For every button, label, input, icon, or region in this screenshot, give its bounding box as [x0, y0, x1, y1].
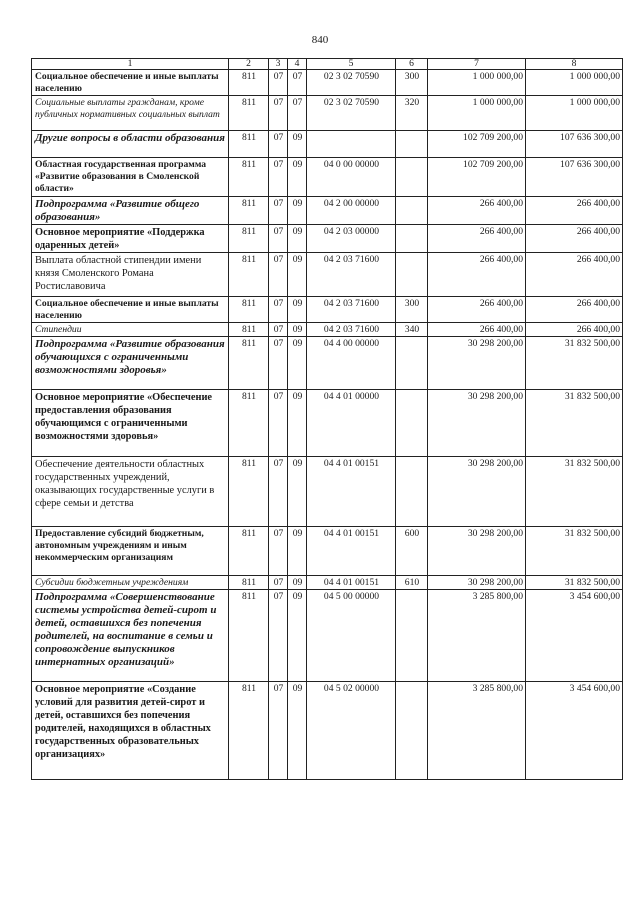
amount-year1-cell: 30 298 200,00: [428, 576, 526, 590]
section-code-cell: 07: [269, 390, 288, 457]
ministry-code-cell: 811: [229, 323, 269, 337]
column-header: 6: [396, 59, 428, 70]
amount-year2-cell: 31 832 500,00: [526, 337, 623, 390]
target-article-cell: 04 2 03 71600: [307, 323, 396, 337]
section-code-cell: 07: [269, 70, 288, 96]
amount-year1-cell: 1 000 000,00: [428, 70, 526, 96]
amount-year1-cell: 266 400,00: [428, 197, 526, 225]
budget-table: [31, 58, 623, 780]
amount-year1-cell: 1 000 000,00: [428, 96, 526, 131]
row-name-cell: Социальные выплаты гражданам, кроме публичных нормативных социальных выплат: [32, 96, 229, 131]
ministry-code-cell: 811: [229, 682, 269, 780]
amount-year2-cell: 266 400,00: [526, 323, 623, 337]
amount-year1-cell: 30 298 200,00: [428, 457, 526, 527]
amount-year2-cell: 3 454 600,00: [526, 682, 623, 780]
amount-year1-cell: 266 400,00: [428, 297, 526, 323]
subsection-code-cell: 09: [288, 323, 307, 337]
ministry-code-cell: 811: [229, 253, 269, 297]
subsection-code-cell: 09: [288, 390, 307, 457]
section-code-cell: 07: [269, 682, 288, 780]
column-header: 2: [229, 59, 269, 70]
section-code-cell: 07: [269, 297, 288, 323]
amount-year2-cell: 31 832 500,00: [526, 457, 623, 527]
amount-year1-cell: 30 298 200,00: [428, 527, 526, 576]
target-article-cell: 02 3 02 70590: [307, 96, 396, 131]
amount-year2-cell: 3 454 600,00: [526, 590, 623, 682]
target-article-cell: 02 3 02 70590: [307, 70, 396, 96]
section-code-cell: 07: [269, 527, 288, 576]
table-row: [32, 390, 623, 457]
expense-type-cell: 300: [396, 297, 428, 323]
subsection-code-cell: 09: [288, 457, 307, 527]
subsection-code-cell: 09: [288, 297, 307, 323]
table-row: [32, 576, 623, 590]
ministry-code-cell: 811: [229, 457, 269, 527]
amount-year2-cell: 1 000 000,00: [526, 70, 623, 96]
ministry-code-cell: 811: [229, 390, 269, 457]
row-name-cell: Основное мероприятие «Создание условий для развития детей-сирот и детей, оставшихся без попечения родителей, находящихся в областных государственных образовательных организациях»: [32, 682, 229, 780]
amount-year2-cell: 266 400,00: [526, 225, 623, 253]
subsection-code-cell: 09: [288, 682, 307, 780]
section-code-cell: 07: [269, 197, 288, 225]
subsection-code-cell: 07: [288, 96, 307, 131]
expense-type-cell: 610: [396, 576, 428, 590]
amount-year2-cell: 266 400,00: [526, 197, 623, 225]
row-name-cell: Социальное обеспечение и иные выплаты населению: [32, 70, 229, 96]
table-row: [32, 297, 623, 323]
row-name-cell: Другие вопросы в области образования: [32, 131, 229, 158]
target-article-cell: 04 2 03 00000: [307, 225, 396, 253]
ministry-code-cell: 811: [229, 197, 269, 225]
row-name-cell: Обеспечение деятельности областных государственных учреждений, оказывающих государственные услуги в сфере семьи и детства: [32, 457, 229, 527]
subsection-code-cell: 09: [288, 158, 307, 197]
ministry-code-cell: 811: [229, 576, 269, 590]
table-row: [32, 253, 623, 297]
target-article-cell: 04 2 03 71600: [307, 297, 396, 323]
expense-type-cell: [396, 590, 428, 682]
subsection-code-cell: 09: [288, 197, 307, 225]
row-name-cell: Стипендии: [32, 323, 229, 337]
section-code-cell: 07: [269, 96, 288, 131]
column-header: 1: [32, 59, 229, 70]
row-name-cell: Социальное обеспечение и иные выплаты населению: [32, 297, 229, 323]
amount-year1-cell: 266 400,00: [428, 225, 526, 253]
row-name-cell: Подпрограмма «Развитие общего образования»: [32, 197, 229, 225]
subsection-code-cell: 09: [288, 131, 307, 158]
ministry-code-cell: 811: [229, 96, 269, 131]
ministry-code-cell: 811: [229, 158, 269, 197]
subsection-code-cell: 09: [288, 253, 307, 297]
section-code-cell: 07: [269, 576, 288, 590]
section-code-cell: 07: [269, 457, 288, 527]
column-header: 4: [288, 59, 307, 70]
amount-year1-cell: 30 298 200,00: [428, 337, 526, 390]
table-row: [32, 323, 623, 337]
table-row: [32, 590, 623, 682]
amount-year2-cell: 31 832 500,00: [526, 576, 623, 590]
row-name-cell: Выплата областной стипендии имени князя Смоленского Романа Ростиславовича: [32, 253, 229, 297]
header-row: [32, 59, 623, 70]
ministry-code-cell: 811: [229, 590, 269, 682]
table-row: [32, 131, 623, 158]
target-article-cell: 04 4 00 00000: [307, 337, 396, 390]
ministry-code-cell: 811: [229, 527, 269, 576]
section-code-cell: 07: [269, 131, 288, 158]
expense-type-cell: 600: [396, 527, 428, 576]
expense-type-cell: 320: [396, 96, 428, 131]
row-name-cell: Основное мероприятие «Обеспечение предоставления образования обучающимся с ограниченными возможностями здоровья»: [32, 390, 229, 457]
subsection-code-cell: 09: [288, 337, 307, 390]
section-code-cell: 07: [269, 253, 288, 297]
amount-year2-cell: 1 000 000,00: [526, 96, 623, 131]
amount-year1-cell: 266 400,00: [428, 253, 526, 297]
target-article-cell: 04 4 01 00000: [307, 390, 396, 457]
expense-type-cell: [396, 225, 428, 253]
amount-year2-cell: 266 400,00: [526, 297, 623, 323]
table-row: [32, 457, 623, 527]
row-name-cell: Подпрограмма «Развитие образования обучающихся с ограниченными возможностями здоровья»: [32, 337, 229, 390]
expense-type-cell: [396, 197, 428, 225]
section-code-cell: 07: [269, 225, 288, 253]
target-article-cell: 04 2 00 00000: [307, 197, 396, 225]
amount-year1-cell: 3 285 800,00: [428, 590, 526, 682]
expense-type-cell: [396, 158, 428, 197]
subsection-code-cell: 07: [288, 70, 307, 96]
section-code-cell: 07: [269, 158, 288, 197]
column-header: 7: [428, 59, 526, 70]
amount-year1-cell: 102 709 200,00: [428, 158, 526, 197]
page-number: 840: [311, 34, 329, 46]
table-row: [32, 527, 623, 576]
row-name-cell: Субсидии бюджетным учреждениям: [32, 576, 229, 590]
subsection-code-cell: 09: [288, 225, 307, 253]
row-name-cell: Подпрограмма «Совершенствование системы устройства детей-сирот и детей, оставшихся без попечения родителей, на воспитание в семьи и сопровождение выпускников интернатных организаций»: [32, 590, 229, 682]
column-header: 8: [526, 59, 623, 70]
amount-year1-cell: 30 298 200,00: [428, 390, 526, 457]
expense-type-cell: [396, 131, 428, 158]
expense-type-cell: [396, 337, 428, 390]
section-code-cell: 07: [269, 323, 288, 337]
subsection-code-cell: 09: [288, 576, 307, 590]
amount-year2-cell: 107 636 300,00: [526, 131, 623, 158]
expense-type-cell: 340: [396, 323, 428, 337]
row-name-cell: Предоставление субсидий бюджетным, автономным учреждениям и иным некоммерческим организациям: [32, 527, 229, 576]
table-row: [32, 225, 623, 253]
ministry-code-cell: 811: [229, 70, 269, 96]
row-name-cell: Областная государственная программа «Развитие образования в Смоленской области»: [32, 158, 229, 197]
subsection-code-cell: 09: [288, 590, 307, 682]
expense-type-cell: [396, 682, 428, 780]
column-header: 5: [307, 59, 396, 70]
expense-type-cell: 300: [396, 70, 428, 96]
table-row: [32, 197, 623, 225]
section-code-cell: 07: [269, 337, 288, 390]
expense-type-cell: [396, 390, 428, 457]
target-article-cell: [307, 131, 396, 158]
ministry-code-cell: 811: [229, 297, 269, 323]
target-article-cell: 04 4 01 00151: [307, 527, 396, 576]
ministry-code-cell: 811: [229, 131, 269, 158]
expense-type-cell: [396, 457, 428, 527]
table-row: [32, 96, 623, 131]
column-header: 3: [269, 59, 288, 70]
amount-year1-cell: 266 400,00: [428, 323, 526, 337]
amount-year2-cell: 266 400,00: [526, 253, 623, 297]
amount-year2-cell: 31 832 500,00: [526, 527, 623, 576]
amount-year1-cell: 3 285 800,00: [428, 682, 526, 780]
row-name-cell: Основное мероприятие «Поддержка одаренных детей»: [32, 225, 229, 253]
target-article-cell: 04 2 03 71600: [307, 253, 396, 297]
amount-year2-cell: 31 832 500,00: [526, 390, 623, 457]
amount-year1-cell: 102 709 200,00: [428, 131, 526, 158]
amount-year2-cell: 107 636 300,00: [526, 158, 623, 197]
section-code-cell: 07: [269, 590, 288, 682]
target-article-cell: 04 0 00 00000: [307, 158, 396, 197]
expense-type-cell: [396, 253, 428, 297]
subsection-code-cell: 09: [288, 527, 307, 576]
target-article-cell: 04 4 01 00151: [307, 576, 396, 590]
table-row: [32, 70, 623, 96]
table-row: [32, 682, 623, 780]
table-row: [32, 337, 623, 390]
target-article-cell: 04 5 02 00000: [307, 682, 396, 780]
ministry-code-cell: 811: [229, 225, 269, 253]
target-article-cell: 04 4 01 00151: [307, 457, 396, 527]
ministry-code-cell: 811: [229, 337, 269, 390]
table-row: [32, 158, 623, 197]
target-article-cell: 04 5 00 00000: [307, 590, 396, 682]
